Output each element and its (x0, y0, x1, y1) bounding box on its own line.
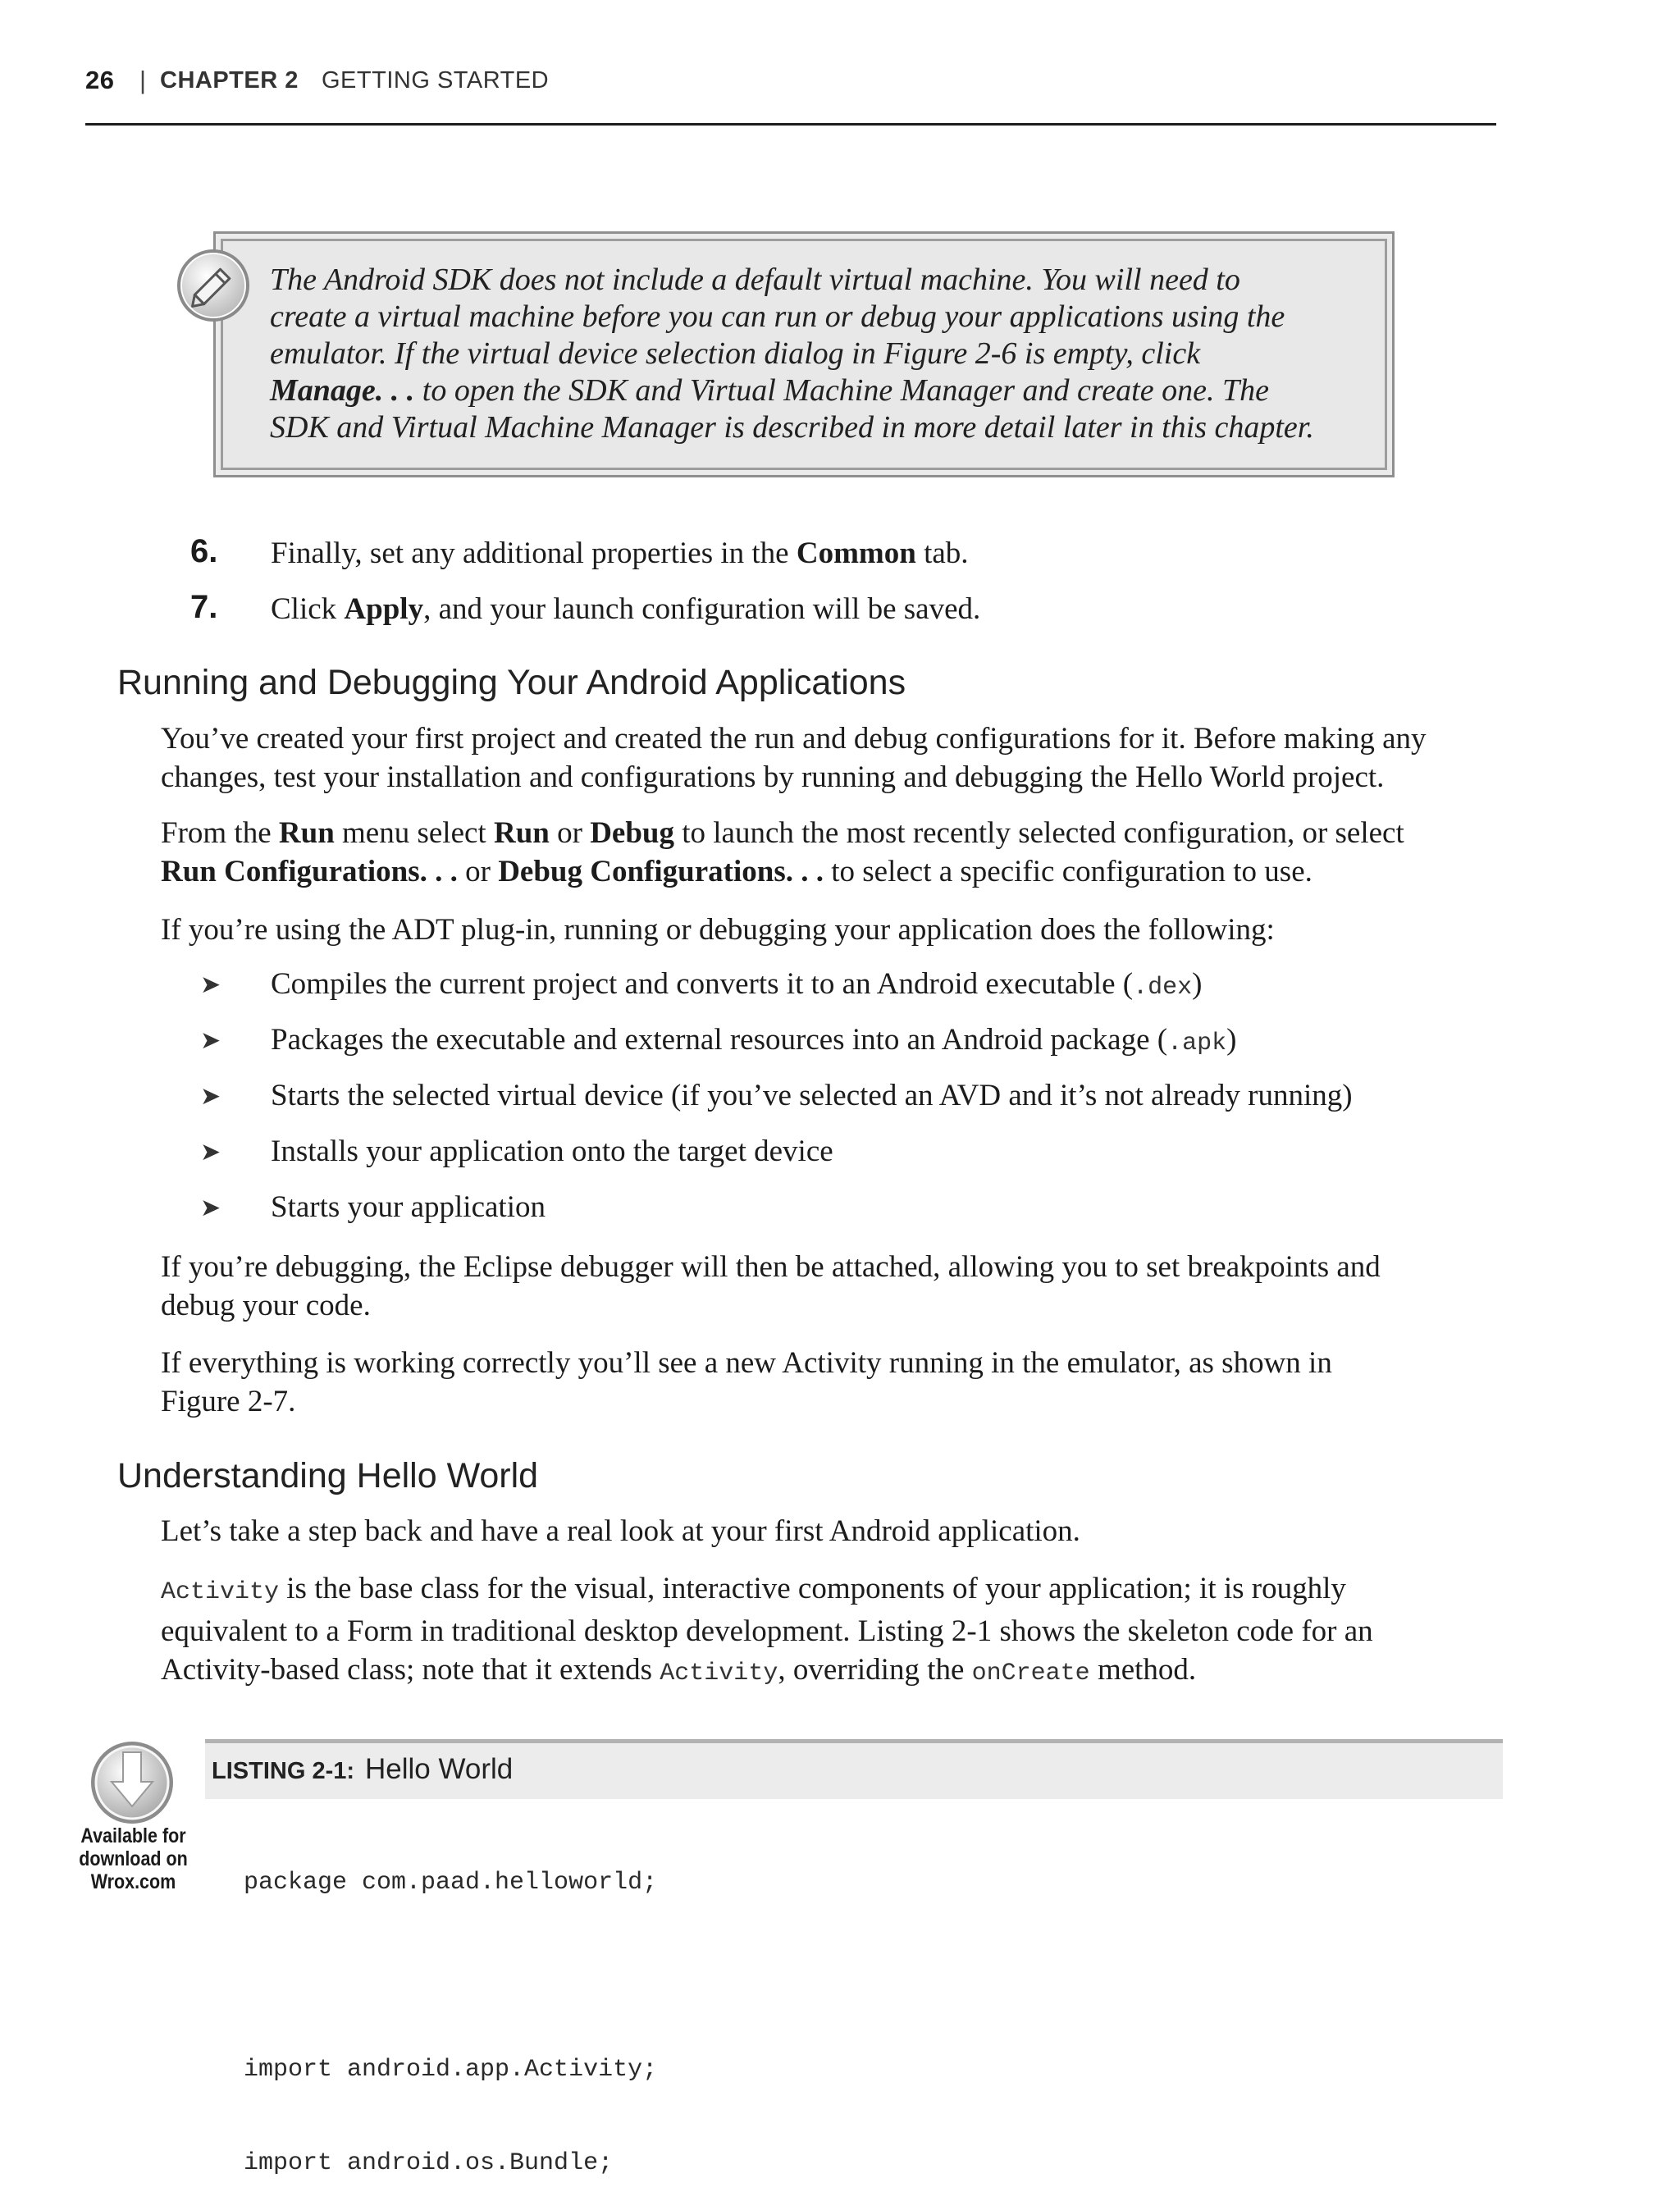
chapter-title: GETTING STARTED (322, 67, 550, 94)
apply-bold: Apply (344, 592, 424, 626)
note-text (270, 262, 1369, 446)
listing-label: LISTING 2-1: (212, 1758, 355, 1784)
bullet-item: Starts the selected virtual device (if you’ve selected an AVD and it’s not already running) (271, 1079, 1353, 1112)
bullet-item: Starts your application (271, 1190, 546, 1224)
listing-title: Hello World (365, 1753, 514, 1785)
bullet-arrow-icon: ➤ (200, 970, 221, 999)
paragraph: If you’re debugging, the Eclipse debugger will then be attached, allowing you to set breakpoints and debug your code. (161, 1250, 1381, 1322)
step-text: Click Apply, and your launch configuration will be saved. (271, 592, 981, 626)
bullet-arrow-icon: ➤ (200, 1138, 221, 1167)
step-number: 6. (190, 533, 218, 569)
common-bold: Common (796, 537, 916, 570)
header-rule (85, 123, 1496, 126)
code-line: package com.paad.helloworld; (244, 1869, 658, 1897)
step-number: 7. (190, 589, 218, 625)
paragraph: If everything is working correctly you’ll see a new Activity running in the emulator, as shown in Figure 2-7. (161, 1346, 1332, 1418)
step-text: Finally, set any additional properties in the Common tab. (271, 537, 969, 570)
note-line: create a virtual machine before you can run or debug your applications using the (270, 299, 1285, 334)
section-heading: Running and Debugging Your Android Applications (117, 663, 906, 702)
bullet-arrow-icon: ➤ (200, 1082, 221, 1111)
code-line: import android.app.Activity; (244, 2056, 658, 2084)
note-line (270, 372, 1369, 409)
header-separator: | (139, 66, 147, 94)
bullet-arrow-icon: ➤ (200, 1194, 221, 1222)
page-number: 26 (85, 66, 115, 94)
paragraph: You’ve created your first project and created the run and debug configurations for it. Before making any changes, test your installation and configurations by running and debugging the Hello World project. (161, 722, 1427, 794)
paragraph: Activity is the base class for the visual, interactive components of your application; it is roughly equivalent to a Form in traditional desktop development. Listing 2-1 shows the skeleton code for an Activity-based class; note that it extends Activity, overriding the onCreate method. (161, 1572, 1373, 1687)
bullet-item: Packages the executable and external resources into an Android package (.apk) (271, 1023, 1237, 1057)
section-heading: Understanding Hello World (117, 1456, 539, 1495)
paragraph: From the Run menu select Run or Debug to launch the most recently selected configuration, or select Run Configurations. . . or Debug Configurations. . . to select a specific configuration to use. (161, 816, 1404, 888)
note-line: The Android SDK does not include a default virtual machine. You will need to (270, 263, 1240, 297)
code-block (244, 1805, 657, 2210)
bullet-item: Installs your application onto the target device (271, 1135, 833, 1168)
bullet-arrow-icon: ➤ (200, 1026, 221, 1055)
note-line: emulator. If the virtual device selection dialog in Figure 2-6 is empty, click (270, 336, 1201, 371)
code-line (244, 1961, 657, 1992)
note-box (213, 231, 1395, 477)
paragraph: If you’re using the ADT plug-in, running or debugging your application does the following: (161, 913, 1275, 947)
note-manage-bold: Manage. . . (270, 373, 415, 408)
download-arrow-icon (87, 1737, 177, 1828)
code-line: import android.os.Bundle; (244, 2149, 614, 2177)
bullet-item: Compiles the current project and converts it to an Android executable (.dex) (271, 967, 1203, 1002)
note-line: SDK and Virtual Machine Manager is described in more detail later in this chapter. (270, 410, 1314, 445)
download-caption: Available for download on Wrox.com (79, 1824, 188, 1893)
pencil-icon (174, 246, 253, 325)
paragraph: Let’s take a step back and have a real look at your first Android application. (161, 1514, 1080, 1548)
note-line-rest: to open the SDK and Virtual Machine Manager and create one. The (414, 373, 1269, 408)
chapter-label: CHAPTER 2 (160, 67, 299, 94)
